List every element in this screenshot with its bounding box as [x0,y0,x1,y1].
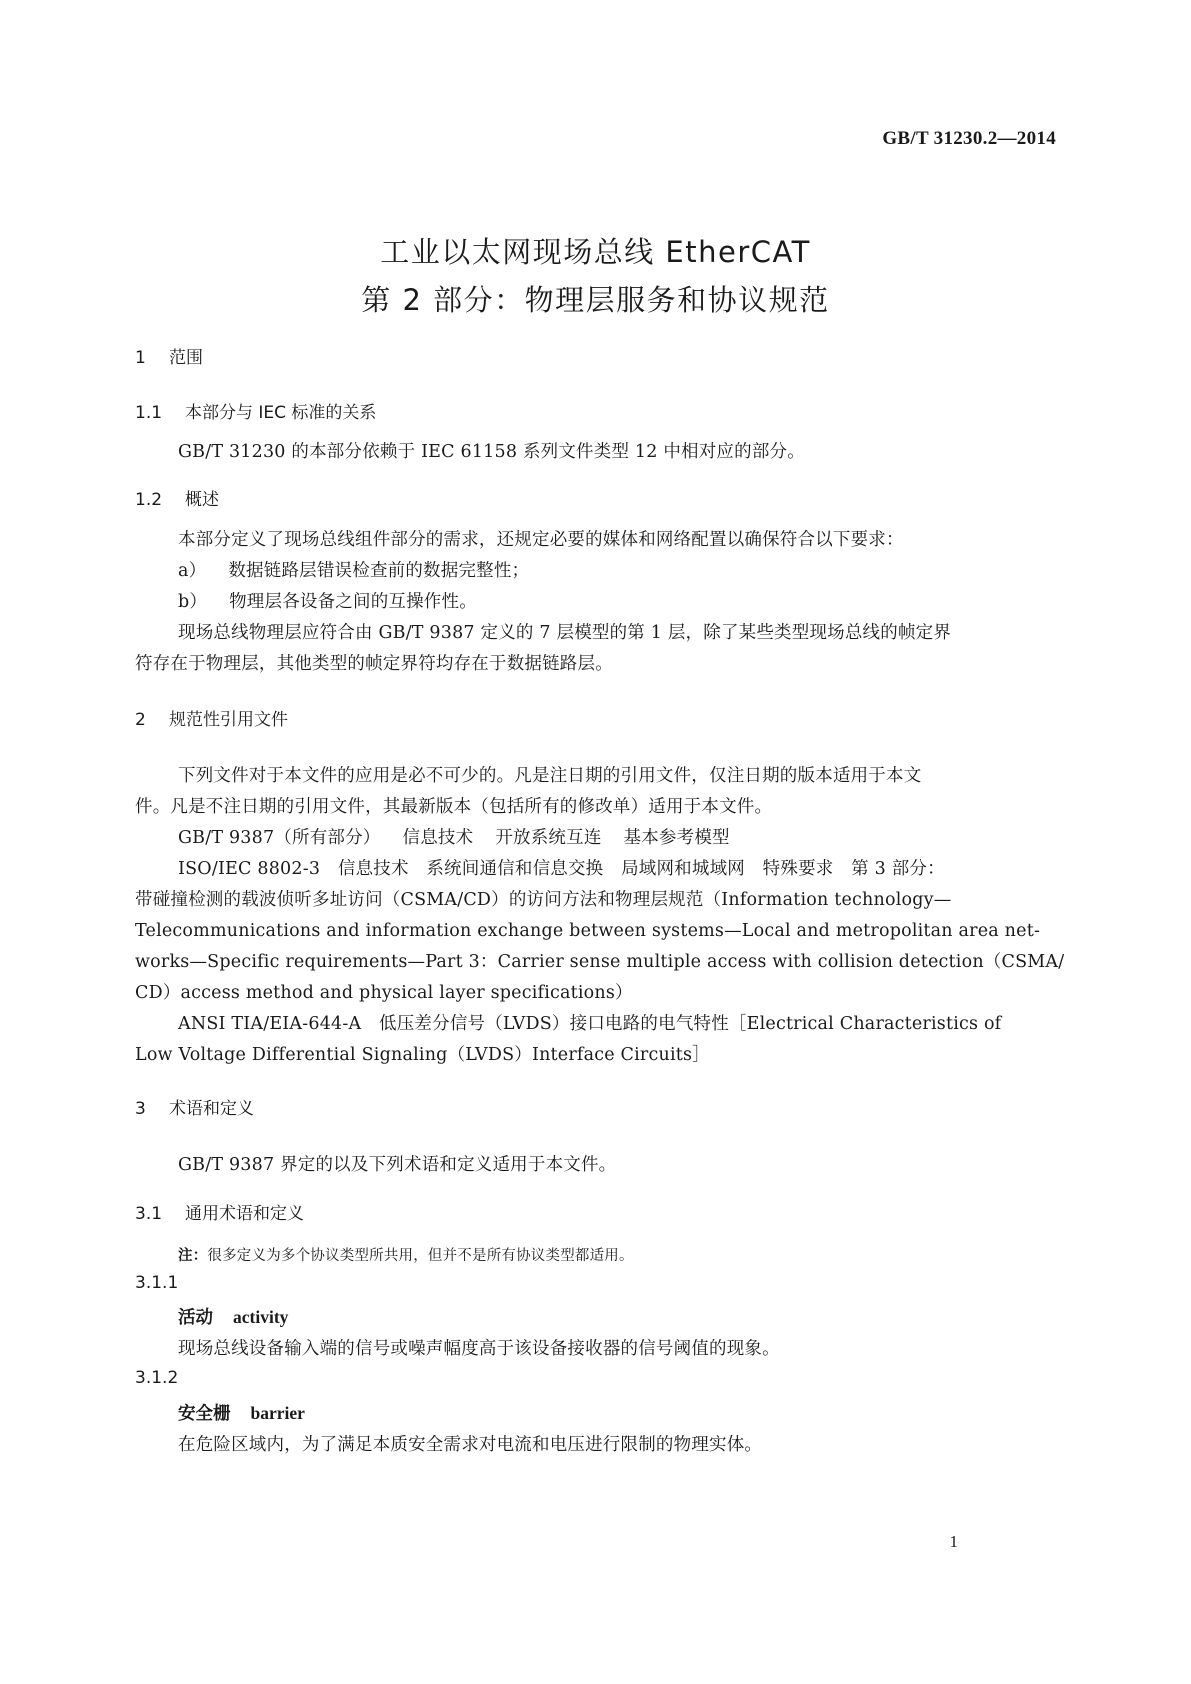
note-label: 注： [178,1248,208,1264]
reference-line: CD）access method and physical layer specifications） [135,983,633,1003]
term-number: 3.1.2 [135,1368,179,1388]
document-title-line1: 工业以太网现场总线 EtherCAT [380,235,811,269]
paragraph-line: 现场总线物理层应符合由 GB/T 9387 定义的 7 层模型的第 1 层，除了某些类型现场总线的帧定界 [178,623,952,643]
section-3-1-heading [135,1199,304,1224]
paragraph: GB/T 31230 的本部分依赖于 IEC 61158 系列文件类型 12 中相对应的部分。 [178,442,805,462]
term-chinese: 安全栅 [178,1404,231,1424]
paragraph-line: 下列文件对于本文件的应用是必不可少的。凡是注日期的引用文件，仅注日期的版本适用于本文 [178,766,922,786]
term-definition: 在危险区域内，为了满足本质安全需求对电流和电压进行限制的物理实体。 [178,1435,763,1455]
term-english: activity [233,1307,289,1327]
paragraph: GB/T 9387 界定的以及下列术语和定义适用于本文件。 [178,1155,617,1175]
section-1-1-heading [135,398,376,423]
term-entry [178,1400,305,1425]
list-marker: b） [178,592,208,612]
section-title: 规范性引用文件 [169,710,288,730]
section-title: 概述 [185,490,219,510]
reference-line: Telecommunications and information exchange between systems—Local and metropolitan area net- [135,921,1041,941]
section-number: 3.1 [135,1204,163,1224]
standard-number: GB/T 31230.2—2014 [882,128,1056,149]
list-marker: a） [178,561,207,581]
list-item [178,556,529,587]
section-title: 术语和定义 [169,1099,254,1119]
section-2-heading [135,705,288,730]
term-chinese: 活动 [178,1308,213,1328]
section-number: 2 [135,710,146,730]
section-number: 1 [135,348,146,368]
reference-part: 信息技术 [402,828,474,848]
section-3-heading [135,1094,254,1119]
paragraph-line: 件。凡是不注日期的引用文件，其最新版本（包括所有的修改单）适用于本文件。 [135,797,773,817]
term-entry [178,1304,288,1329]
section-title: 本部分与 IEC 标准的关系 [185,403,377,423]
section-1-2-heading [135,485,219,510]
document-title-line2: 第 2 部分：物理层服务和协议规范 [361,283,830,317]
reference-code: GB/T 9387（所有部分） [178,828,381,848]
reference-part: 基本参考模型 [623,828,730,848]
reference-line: 带碰撞检测的载波侦听多址访问（CSMA/CD）的访问方法和物理层规范（Information technology— [135,890,952,910]
term-english: barrier [250,1403,305,1423]
section-title: 范围 [169,348,203,368]
term-number: 3.1.1 [135,1273,179,1293]
reference-line: works—Specific requirements—Part 3：Carrier sense multiple access with collision detection（CSMA/ [135,952,1065,972]
term-definition: 现场总线设备输入端的信号或噪声幅度高于该设备接收器的信号阈值的现象。 [178,1339,780,1359]
list-item-text: 数据链路层错误检查前的数据完整性； [228,561,530,581]
section-number: 1.1 [135,403,163,423]
reference-part: 开放系统互连 [495,828,602,848]
section-number: 1.2 [135,490,163,510]
paragraph: 本部分定义了现场总线组件部分的需求，还规定必要的媒体和网络配置以确保符合以下要求： [178,530,904,550]
page-number: 1 [949,1532,958,1551]
section-1-heading [135,343,203,368]
section-title: 通用术语和定义 [185,1204,304,1224]
reference-line: ANSI TIA/EIA-644-A 低压差分信号（LVDS）接口电路的电气特性［Electrical Characteristics of [178,1014,1002,1034]
reference-entry [178,823,730,854]
list-item-text: 物理层各设备之间的互操作性。 [229,592,477,612]
note [178,1244,634,1265]
note-text: 很多定义为多个协议类型所共用，但并不是所有协议类型都适用。 [207,1248,634,1264]
section-number: 3 [135,1099,146,1119]
reference-line: Low Voltage Differential Signaling（LVDS）Interface Circuits］ [135,1045,710,1065]
reference-line: ISO/IEC 8802-3 信息技术 系统间通信和信息交换 局域网和城域网 特殊要求 第 3 部分： [178,859,945,879]
paragraph-line: 符存在于物理层，其他类型的帧定界符均存在于数据链路层。 [135,654,613,674]
list-item [178,587,477,618]
